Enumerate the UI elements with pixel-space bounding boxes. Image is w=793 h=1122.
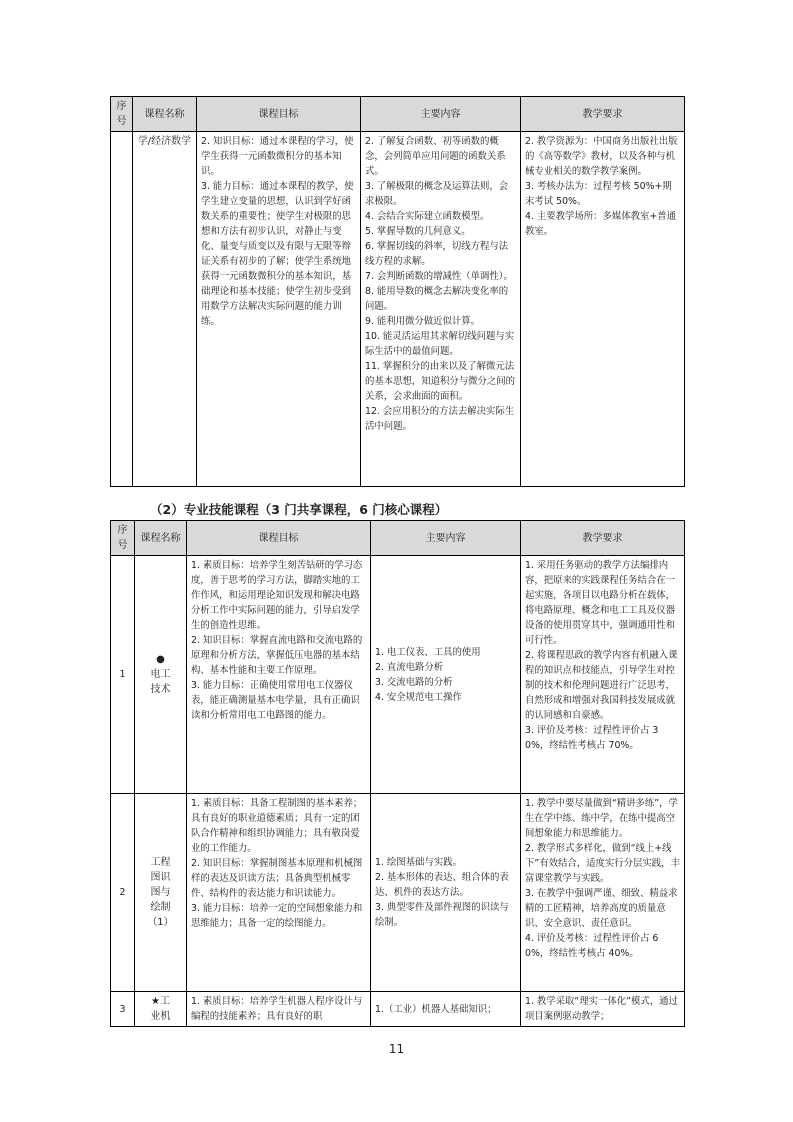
goal-item: 3. 能力目标：通过本课程的教学，使学生建立变量的思想，认识到学好函数关系的重要性；使学生对极限的思想和方法有初步认识，对静止与变化、量变与质变以及有限与无限等辩证关系有初步的了解；使学生系统地获得一元函数微积分的基本知识，基础理论和基本技能；使学生初步受到用数学方法解决实际问题的能力训练。 (201, 181, 354, 327)
requirements (521, 992, 685, 1027)
content-item: 10. 能灵活运用其求解切线问题与实际生活中的最值问题。 (365, 331, 515, 357)
content-item: 1.（工业）机器人基础知识； (375, 1003, 497, 1015)
requirements (521, 132, 685, 487)
content-item: 6. 掌握切线的斜率，切线方程与法线方程的求解。 (365, 241, 509, 267)
content-item: 4. 安全规范电工操作 (375, 691, 462, 703)
course-table-continued (110, 96, 685, 487)
goal-item: 2. 知识目标：通过本课程的学习，使学生获得一元函数微积分的基本知识。 (201, 136, 354, 177)
header-requirements: 教学要求 (521, 521, 685, 556)
content-item: 9. 能利用微分做近似计算。 (365, 316, 481, 327)
header-index: 序号 (111, 97, 133, 132)
requirement-item: 2. 教学形式多样化，做到“线上+线下”有效结合，适度实行分层实践，丰富课堂教学与实践。 (525, 843, 680, 884)
goal-item: 1. 素质目标：具备工程制图的基本素养；具有良好的职业道德素质；具有一定的团队合作精神和组织协调能力；具有敬岗爱业的工作能力。 (191, 798, 363, 854)
content-item: 12. 会应用积分的方法去解决实际生活中问题。 (365, 406, 515, 432)
content-item: 3. 了解极限的概念及运算法则，会求极限。 (365, 181, 509, 207)
course-name: 工程 图识 图与 绘制 （1） (135, 794, 187, 992)
header-requirements: 教学要求 (521, 97, 685, 132)
header-main-content: 主要内容 (361, 97, 521, 132)
goal-item: 3. 能力目标：培养一定的空间想象能力和思维能力；具备一定的绘图能力。 (191, 903, 363, 929)
header-index: 序号 (111, 521, 135, 556)
requirement-item: 4. 评价及考核：过程性评价占 60%，终结性考核占 40%。 (525, 933, 659, 959)
page-number: 11 (388, 1042, 405, 1056)
main-content (361, 132, 521, 487)
content-item: 11. 掌握积分的由来以及了解微元法的基本思想，知道积分与微分之间的关系，会求曲面的面积。 (365, 361, 516, 402)
requirement-item: 3. 考核办法为：过程考核 50%+期末考试 50%。 (525, 181, 672, 207)
course-name: ★工 业机 (135, 992, 187, 1027)
requirement-item: 3. 在教学中强调严谨、细致、精益求精的工匠精神，培养高度的质量意识、安全意识、责任意识。 (525, 888, 678, 929)
goal-item: 2. 知识目标：掌握制图基本原理和机械图样的表达及识读方法；具备典型机械零件、结构件的表达能力和识读能力。 (191, 858, 363, 899)
requirements (521, 556, 685, 794)
main-content (371, 556, 521, 794)
course-goals (187, 794, 371, 992)
requirement-item: 1. 教学中要尽量做到“精讲多练”，学生在学中练、练中学，在练中提高空间想象能力和思维能力。 (525, 798, 678, 839)
header-course-goals: 课程目标 (197, 97, 361, 132)
table-row (111, 556, 685, 794)
content-item: 3. 典型零件及部件视图的识读与绘制。 (375, 902, 509, 928)
header-main-content: 主要内容 (371, 521, 521, 556)
course-goals (197, 132, 361, 487)
row-index (111, 132, 133, 487)
content-item: 4. 会结合实际建立函数模型。 (365, 211, 490, 222)
skills-course-table (110, 520, 685, 1027)
content-item: 8. 能用导数的概念去解决变化率的问题。 (365, 286, 509, 312)
course-name: ● 电工 技术 (135, 556, 187, 794)
content-item: 1. 绘图基础与实践。 (375, 857, 462, 868)
content-item: 1. 电工仪表、工具的使用 (375, 646, 481, 658)
course-name: 学/经济数学 (133, 132, 197, 487)
main-content (371, 794, 521, 992)
content-item: 2. 直流电路分析 (375, 661, 444, 673)
requirements (521, 794, 685, 992)
requirement-item: 4. 主要教学场所：多媒体教室+普通教室。 (525, 211, 677, 237)
goal-item: 3. 能力目标：正确使用常用电工仪器仪表，能正确测量基本电学量，具有正确识读和分析常用电工电路图的能力。 (191, 680, 360, 721)
requirement-item: 1. 采用任务驱动的教学方法编排内容，把原来的实践课程任务结合在一起实施，各项目以电路分析在载体，将电路原理、概念和电工工具及仪器设备的使用贯穿其中，强调通用性和可行性。 (525, 560, 676, 646)
requirement-item: 3. 评价及考核：过程性评价占 30%，终结性考核占 70%。 (525, 725, 659, 751)
content-item: 2. 了解复合函数、初等函数的概念，会列简单应用问题的函数关系式。 (365, 136, 506, 177)
table-row (111, 132, 685, 487)
row-index: 3 (111, 992, 135, 1027)
requirement-item: 2. 教学资源为：中国商务出版社出版的《高等数学》教材，以及各种与机械专业相关的数学教学案例。 (525, 136, 678, 177)
table-row (111, 992, 685, 1027)
section-heading: （2）专业技能课程（3 门共享课程，6 门核心课程） (150, 502, 448, 517)
course-goals (187, 992, 371, 1027)
content-item: 5. 掌握导数的几何意义。 (365, 226, 471, 237)
main-content (371, 992, 521, 1027)
header-course-name: 课程名称 (135, 521, 187, 556)
requirement-item: 2. 将课程思政的教学内容有机融入课程的知识点和技能点，引导学生对控制的技术和伦理问题进行广泛思考，自然形成和增强对我国科技发展成就的认同感和自豪感。 (525, 650, 678, 721)
goal-item: 1. 素质目标：培养学生机器人程序设计与编程的技能素养；具有良好的职 (191, 996, 363, 1022)
table-row (111, 794, 685, 992)
header-course-goals: 课程目标 (187, 521, 371, 556)
row-index: 1 (111, 556, 135, 794)
requirement-item: 1. 教学采取“理实一体化”模式，通过项目案例驱动教学； (525, 996, 678, 1022)
content-item: 3. 交流电路的分析 (375, 676, 453, 688)
row-index: 2 (111, 794, 135, 992)
goal-item: 1. 素质目标：培养学生刻苦钻研的学习态度，善于思考的学习方法，脚踏实地的工作作风，和运用理论知识发现和解决电路分析工作中实际问题的能力，引导启发学生的创造性思维。 (191, 560, 363, 631)
header-course-name: 课程名称 (133, 97, 197, 132)
course-goals (187, 556, 371, 794)
content-item: 7. 会判断函数的增减性（单调性）。 (365, 271, 513, 282)
content-item: 2. 基本形体的表达、组合体的表达、机件的表达方法。 (375, 872, 509, 898)
goal-item: 2. 知识目标：掌握直流电路和交流电路的原理和分析方法，掌握低压电器的基本结构、基本性能和主要工作原理。 (191, 635, 363, 676)
